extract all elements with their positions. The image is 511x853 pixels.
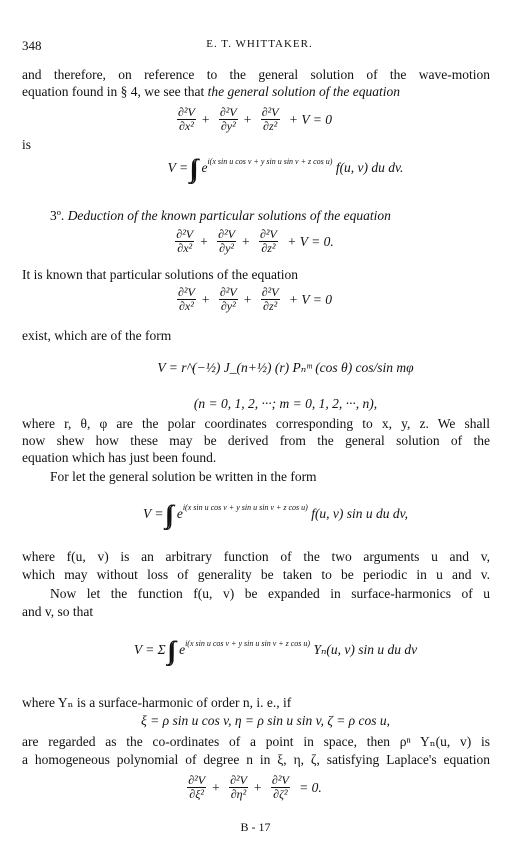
text-line: exist, which are of the form <box>22 328 172 343</box>
equation-general-solution-2: $V = e^{i(x sin u cos v + y sin u sin v + z cos u)}$ f(u, v) sin u du dv, <box>142 503 409 522</box>
text-line: now shew how these may be derived from the general solution of the <box>22 433 490 448</box>
equation-general-solution: $V = e^{i(x sin u cos v + y sin u sin v + z cos u)}$ f(u, v) du dv. <box>167 157 404 176</box>
text-line: and v, so that <box>22 604 94 619</box>
text-line: equation found in § 4, we see that the general solution of the equation <box>22 84 400 99</box>
equation-coordinates: ξ = ρ sin u cos v, η = ρ sin u sin v, ζ = ρ cos u, <box>140 713 391 728</box>
text-line: It is known that particular solutions of the equation <box>22 267 298 282</box>
running-header: E. T. WHITTAKER. <box>206 38 313 50</box>
text-line: a homogeneous polynomial of degree n in ξ, η, ζ, satisfying Laplace's equation <box>22 752 490 767</box>
page-number: 348 <box>22 38 42 53</box>
text-line: where f(u, v) is an arbitrary function of the two arguments u and v, <box>22 549 490 564</box>
text-line: are regarded as the co-ordinates of a point in space, then ρⁿ Yₙ(u, v) is <box>22 734 490 749</box>
equation-particular-form: V = r^(−½) J_(n+½) (r) Pₙᵐ (cos θ) cos/sin mφ <box>157 360 414 375</box>
equation-wave: $\frac{\text{∂²V}}{\text{∂x²}}$ + $\frac{\text{∂²V}}{\text{∂y²}}$ + $\frac{\text{∂²V}}{\text{∂z²}}$ + V = 0 <box>177 105 333 133</box>
text-line: where Yₙ is a surface-harmonic of order n, i. e., if <box>22 695 292 710</box>
text-line: For let the general solution be written in the form <box>50 469 317 484</box>
text-line: and therefore, on reference to the general solution of the wave-motion <box>22 67 490 82</box>
text-line: is <box>22 137 32 152</box>
page-footer: B - 17 <box>240 820 271 834</box>
text-line: Now let the function f(u, v) be expanded in surface-harmonics of u <box>50 586 490 601</box>
equation-laplace: $\frac{\text{∂²V}}{\text{∂ξ²}}$ + $\frac{\text{∂²V}}{\text{∂η²}}$ + $\frac{\text{∂²V}}{\text{∂ζ²}}$ = 0. <box>188 773 322 801</box>
equation-index-range: (n = 0, 1, 2, ···; m = 0, 1, 2, ···, n), <box>193 396 378 411</box>
text-line: which may without loss of generality be taken to be periodic in u and v. <box>22 567 490 582</box>
text-line: equation which has just been found. <box>22 450 217 465</box>
text-line: where r, θ, φ are the polar coordinates corresponding to x, y, z. We shall <box>22 416 490 431</box>
section-heading: 3º. Deduction of the known particular solutions of the equation <box>50 208 391 223</box>
equation-harmonic-expansion: V = Σ $e^{i(x sin u cos v + y sin u sin v + z cos u)}$ Yₙ(u, v) sin u du dv <box>133 639 418 658</box>
equation-wave-2: $\frac{\text{∂²V}}{\text{∂x²}}$ + $\frac{\text{∂²V}}{\text{∂y²}}$ + $\frac{\text{∂²V}}{\text{∂z²}}$ + V = 0. <box>176 227 334 255</box>
equation-wave-3: $\frac{\text{∂²V}}{\text{∂x²}}$ + $\frac{\text{∂²V}}{\text{∂y²}}$ + $\frac{\text{∂²V}}{\text{∂z²}}$ + V = 0 <box>177 285 333 313</box>
